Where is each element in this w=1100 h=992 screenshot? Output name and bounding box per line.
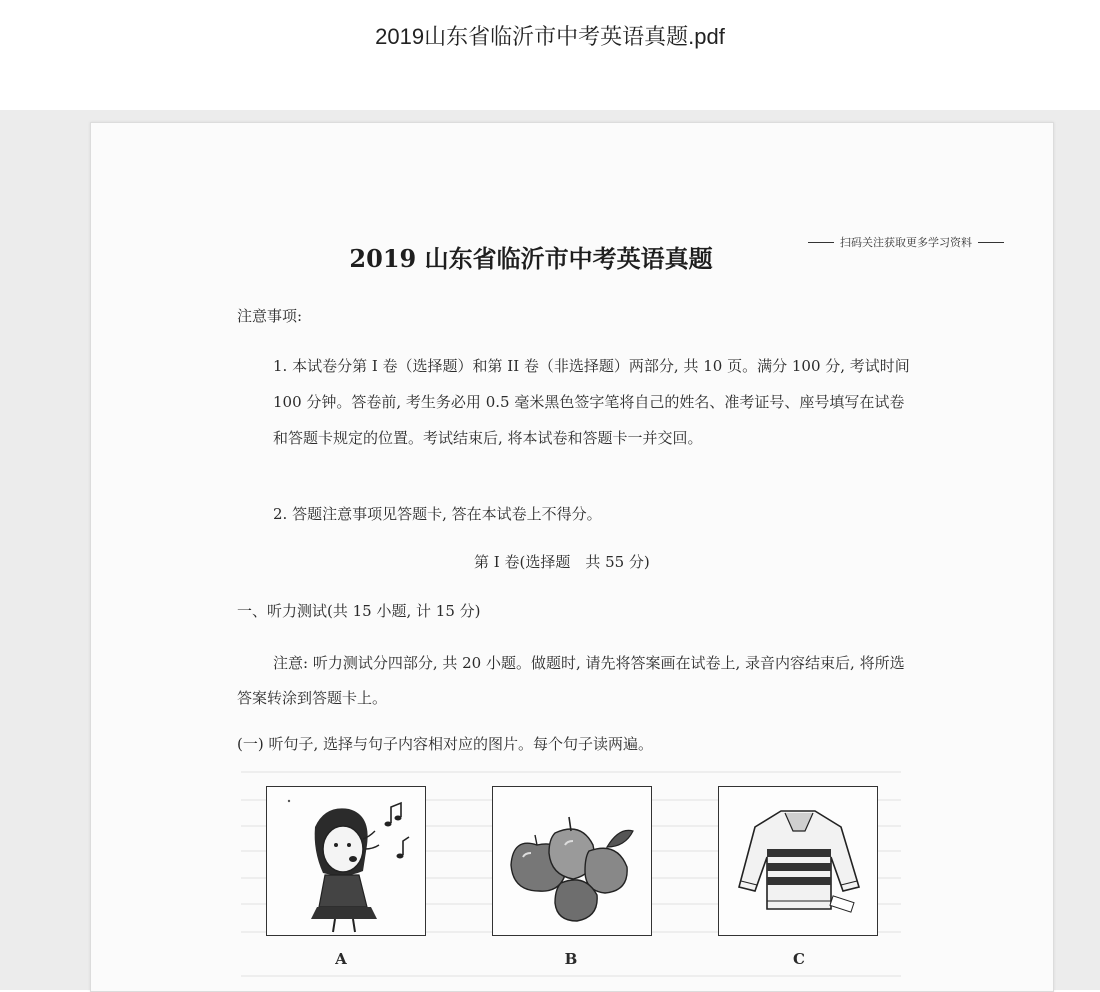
qr-note-text: 扫码关注获取更多学习资料 xyxy=(840,236,972,249)
document-title: 2019 山东省临沂市中考英语真题 xyxy=(349,244,713,273)
bleed-through-line xyxy=(241,771,901,773)
option-a-label: A xyxy=(335,950,347,968)
option-c-picture xyxy=(718,786,878,936)
notice-item-2: 2. 答题注意事项见答题卡, 答在本试卷上不得分。 xyxy=(273,505,602,523)
qr-note xyxy=(808,234,1004,250)
option-c-label: C xyxy=(793,950,805,968)
sweater-icon xyxy=(719,787,877,935)
divider xyxy=(978,242,1004,243)
section-heading-listening: 一、听力测试(共 15 小题, 计 15 分) xyxy=(237,602,481,620)
volume-heading: 第 I 卷(选择题 共 55 分) xyxy=(474,553,650,571)
divider xyxy=(808,242,834,243)
girl-singing-icon xyxy=(267,787,425,935)
option-a-picture xyxy=(266,786,426,936)
apples-icon xyxy=(493,787,651,935)
option-b-label: B xyxy=(564,950,578,968)
notice-heading: 注意事项: xyxy=(237,307,303,325)
part-1-instruction: (一) 听句子, 选择与句子内容相对应的图片。每个句子读两遍。 xyxy=(237,735,654,753)
option-b-picture xyxy=(492,786,652,936)
notice-item-1: 1. 本试卷分第 I 卷（选择题）和第 II 卷（非选择题）两部分, 共 10 页。满分 100 分, 考试时间 100 分钟。答卷前, 考生务必用 0.5 毫米黑色签字笔将自己的姓名、准考证号、座号填写在试卷和答题卡规定的位置。考试结束后, 将本试卷和答题卡一并交回。 xyxy=(273,357,910,447)
title-bar xyxy=(0,0,1100,110)
listening-note: 注意: 听力测试分四部分, 共 20 小题。做题时, 请先将答案画在试卷上, 录音内容结束后, 将所选答案转涂到答题卡上。 xyxy=(237,654,905,707)
file-name-title: 2019山东省临沂市中考英语真题.pdf xyxy=(375,24,725,49)
pdf-page xyxy=(90,122,1054,992)
bleed-through-line xyxy=(241,975,901,977)
